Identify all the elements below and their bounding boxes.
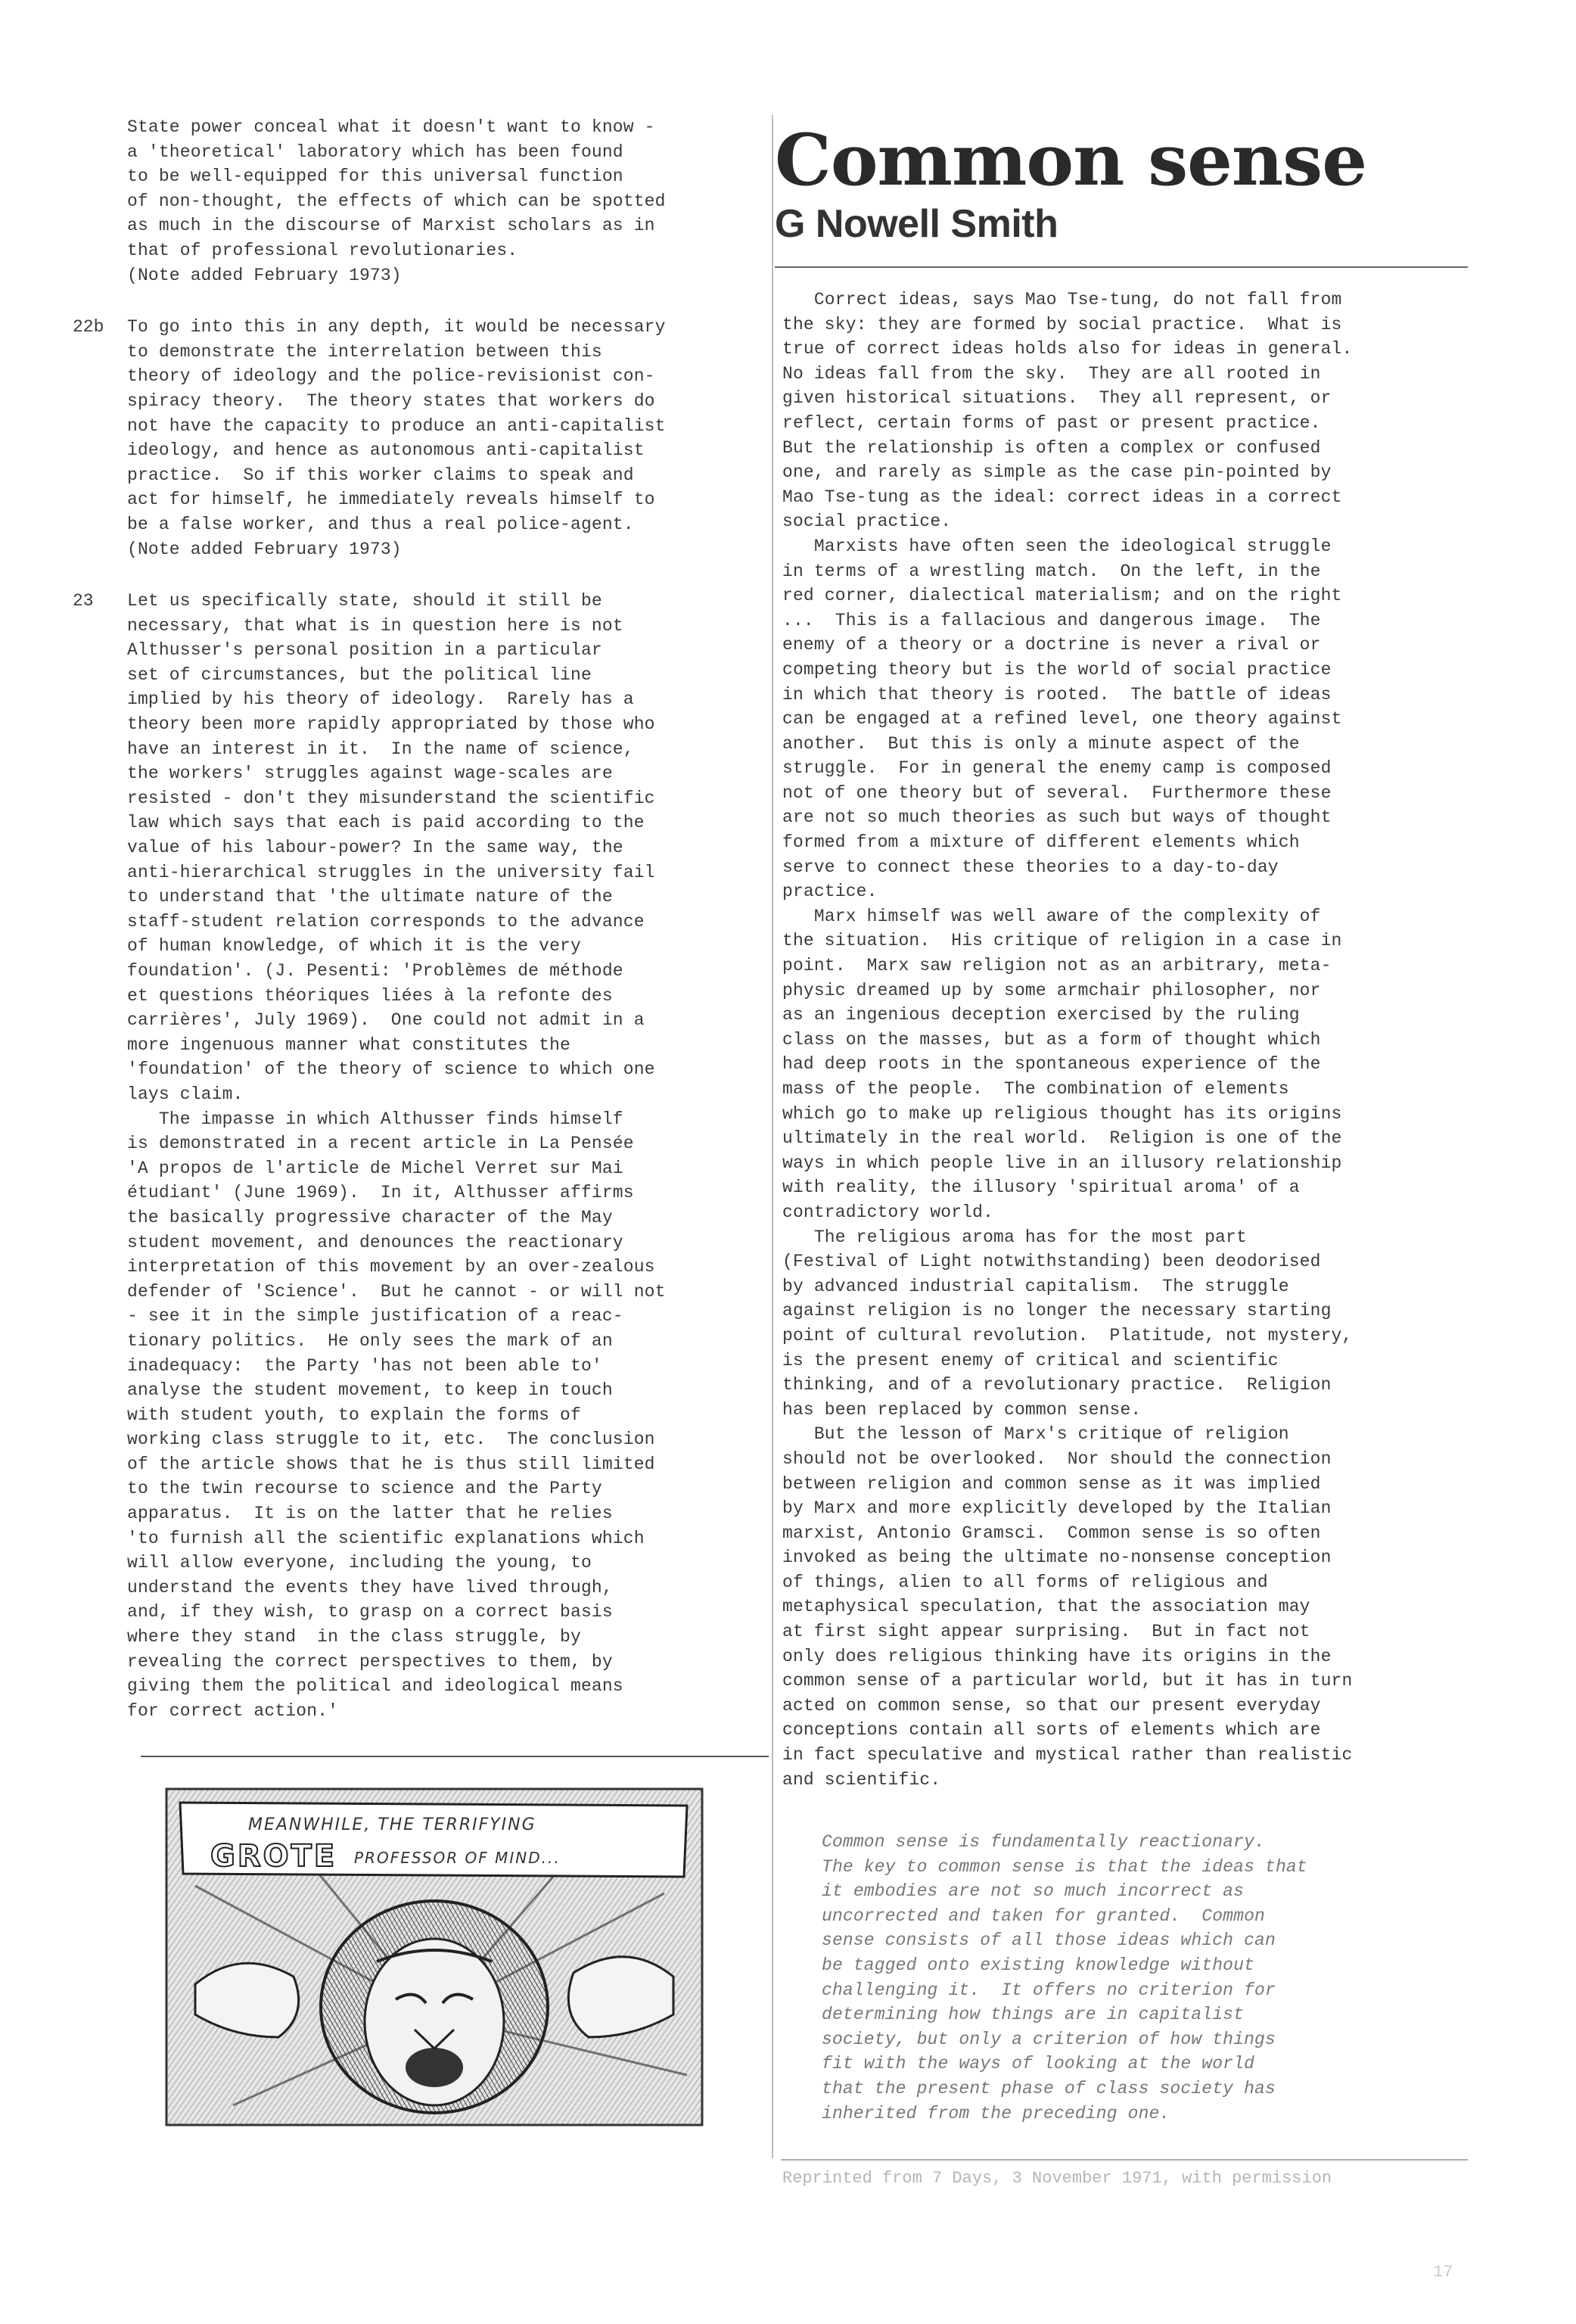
article-paragraph: Marx himself was well aware of the complexity of the situation. His critique of religion in a case in point. Marx saw religion not as an arbitrary, meta- physic dreamed up by some armchair philosopher, nor as an ingenious deception exercised by the ruling class on the masses, but as a form of thought which had deep roots in the spontaneous experience of the mass of the people. The combination of elements which go to make up religious thought has its origins ultimately in the real world. Religion is one of the ways in which people live in an illusory relationship with reality, the illusory 'spiritual aroma' of a contradictory world. <box>782 906 1342 1222</box>
title-rule <box>775 266 1468 268</box>
article-paragraph: The religious aroma has for the most part (Festival of Light notwithstanding) been deodorised by advanced industrial capitalism. The struggle against religion is no longer the necessary starting point of cultural revolution. Platitude, not mystery, is the present enemy of critical and scientific thinking, and of a revolutionary practice. Religion has been replaced by common sense. <box>782 1227 1353 1420</box>
cartoon-illustration <box>165 1787 704 2126</box>
article-body <box>782 288 1468 1792</box>
article-header <box>775 114 1471 248</box>
article-author: G Nowell Smith <box>775 202 1058 246</box>
note-text-continued: The impasse in which Althusser finds himself is demonstrated in a recent article in La Pensée 'A propos de l'article de Michel Verret sur Mai étudiant' (June 1969). In it, Althusser affirms the basically progressive character of the May student movement, and denounces the reactionary interpretation of this movement by an over-zealous defender of 'Science'. But he cannot - or will not - see it in the simple justification of a reac- tionary politics. He only sees the mark of an inadequacy: the Party 'has not been able to' analyse the student movement, to keep in touch with student youth, to explain the forms of working class struggle to it, etc. The conclusion of the article shows that he is thus still limited to the twin recourse to science and the Party apparatus. It is on the latter that he relies 'to furnish all the scientific explanations which will allow everyone, including the young, to understand the events they have lived through, and, if they wish, to grasp on a correct basis where they stand in the class struggle, by revealing the correct perspectives to them, by giving them the political and ideological means for correct action.' <box>127 1109 666 1721</box>
cartoon-caption-line1: MEANWHILE, THE TERRIFYING <box>248 1815 536 1834</box>
note-22b <box>73 315 769 562</box>
pull-quote: Common sense is fundamentally reactionary. The key to common sense is that the ideas that it embodies are not so much incorrect as uncorrected and taken for granted. Common sense consists of all those ideas which can be tagged onto existing knowledge without challenging it. It offers no criterion for determining how things are in capitalist society, but only a criterion of how things fit with the ways of looking at the world that the present phase of class society has inherited from the preceding one. <box>822 1832 1307 2123</box>
note-text: Let us specifically state, should it still be necessary, that what is in question here is not Althusser's personal position in a particular set of circumstances, but the political line implied by his theory of ideology. Rarely has a theory been more rapidly appropriated by those who have an interest in it. In the name of science, the workers' struggles against wage-scales are resisted - don't they misunderstand the scientific law which says that each is paid according to the value of his labour-power? In the same way, the anti-hierarchical struggles in the university fail to understand that 'the ultimate nature of the staff-student relation corresponds to the advance of human knowledge, of which it is the very foundation'. (J. Pesenti: 'Problèmes de méthode et questions théoriques liées à la refonte des carrières', July 1969). One could not admit in a more ingenuous manner what constitutes the 'foundation' of the theory of science to which one lays claim. <box>127 591 655 1104</box>
left-divider-rule <box>141 1756 769 1757</box>
note-continuation-text: State power conceal what it doesn't want to know - a 'theoretical' laboratory which has been found to be well-equipped for this universal function of non-thought, the effects of which can be spotted as much in the discourse of Marxist scholars as in that of professional revolutionaries. (Note added February 1973) <box>127 117 666 285</box>
article-title: Common sense <box>775 119 1366 202</box>
footer-rule <box>781 2159 1468 2161</box>
note-continuation <box>73 115 769 288</box>
article-paragraph: Correct ideas, says Mao Tse-tung, do not fall from the sky: they are formed by social practice. What is true of correct ideas holds also for ideas in general. No ideas fall from the sky. They are all rooted in given historical situations. They all represent, or reflect, certain forms of past or present practice. But the relationship is often a complex or confused one, and rarely as simple as the case pin-pointed by Mao Tse-tung as the ideal: correct ideas in a correct social practice. <box>782 290 1353 532</box>
cartoon-caption-subtitle: PROFESSOR OF MIND... <box>354 1849 561 1867</box>
note-text: To go into this in any depth, it would be necessary to demonstrate the interrelation between this theory of ideology and the police-revisionist con- spiracy theory. The theory states that workers do not have the capacity to produce an anti-capitalist ideology, and hence as autonomous anti-capitalist practice. So if this worker claims to speak and act for himself, he immediately reveals himself to be a false worker, and thus a real police-agent. (Note added February 1973) <box>127 317 666 559</box>
cartoon-caption-title: GROTE <box>210 1839 337 1874</box>
left-column <box>73 115 769 1750</box>
reprint-credit: Reprinted from 7 Days, 3 November 1971, with permission <box>782 2169 1332 2188</box>
note-number: 22b <box>73 317 104 338</box>
page-number: 17 <box>1433 2263 1453 2282</box>
note-23 <box>73 589 769 1723</box>
article-paragraph: But the lesson of Marx's critique of religion should not be overlooked. Nor should the connection between religion and common sense as it was implied by Marx and more explicitly developed by the Italian marxist, Antonio Gramsci. Common sense is so often invoked as being the ultimate no-nonsense conception of things, alien to all forms of religious and metaphysical speculation, that the association may at first sight appear surprising. But in fact not only does religious thinking have its origins in the common sense of a particular world, but it has in turn acted on common sense, so that our present everyday conceptions contain all sorts of elements which are in fact speculative and mystical rather than realistic and scientific. <box>782 1424 1353 1790</box>
article-paragraph: Marxists have often seen the ideological struggle in terms of a wrestling match. On the left, in the red corner, dialectical materialism; and on the right ... This is a fallacious and dangerous image. The enemy of a theory or a doctrine is never a rival or competing theory but is the world of social practice in which that theory is rooted. The battle of ideas can be engaged at a refined level, one theory against another. But this is only a minute aspect of the struggle. For in general the enemy camp is composed not of one theory but of several. Furthermore these are not so much theories as such but ways of thought formed from a mixture of different elements which serve to connect these theories to a day-to-day practice. <box>782 536 1342 902</box>
note-number: 23 <box>73 591 94 611</box>
column-divider <box>772 115 773 2158</box>
